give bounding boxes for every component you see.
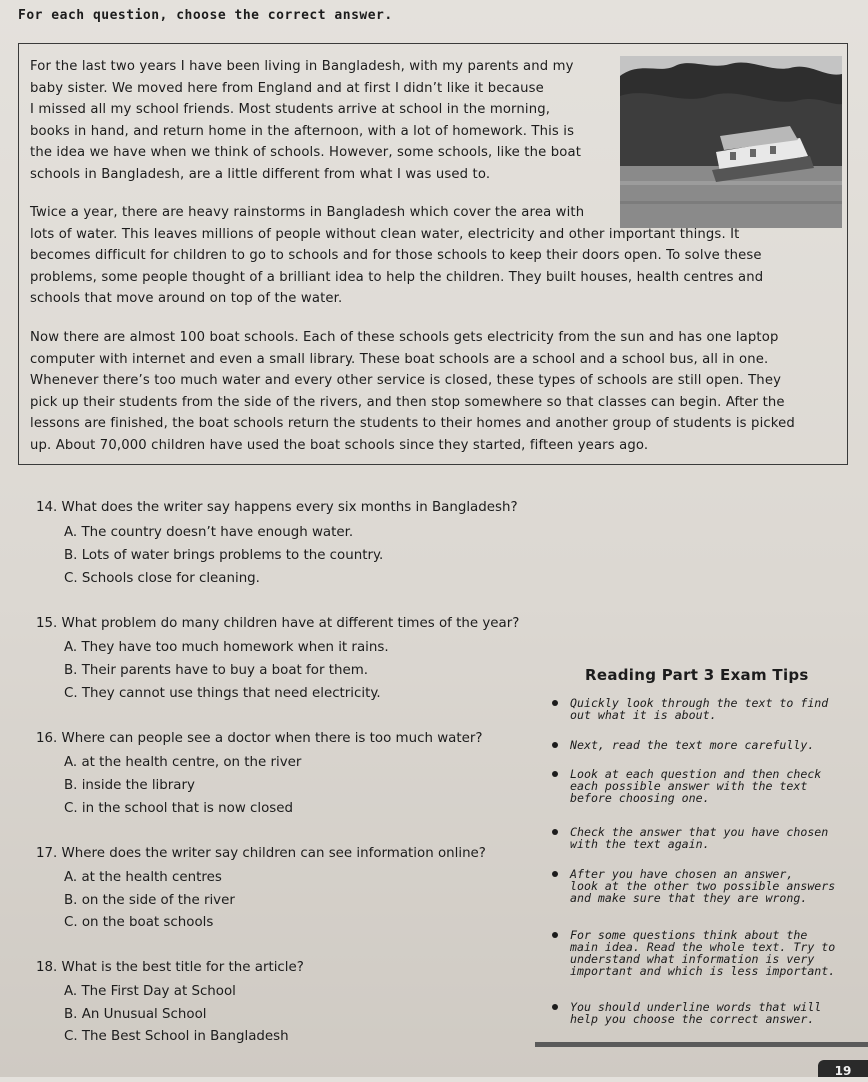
option-15b[interactable]: B. Their parents have to buy a boat for them. (64, 663, 369, 678)
option-18a[interactable]: A. The First Day at School (64, 984, 236, 999)
passage-line: lessons are finished, the boat schools return the students to their homes and another group of students is picked (30, 416, 795, 431)
tip-item: Look at each question and then check each possible answer with the text before choosing one. (552, 768, 852, 804)
tip-item: Next, read the text more carefully. (552, 739, 852, 751)
bullet-icon (552, 829, 558, 835)
option-17b[interactable]: B. on the side of the river (64, 893, 235, 908)
question-18: 18. What is the best title for the article? (36, 960, 304, 975)
bullet-icon (552, 932, 558, 938)
question-17: 17. Where does the writer say children can see information online? (36, 846, 486, 861)
passage-line: problems, some people thought of a brilliant idea to help the children. They built houses, health centres and (30, 269, 764, 285)
tip-item: Check the answer that you have chosen with the text again. (552, 826, 852, 850)
passage-line: lots of water. This leaves millions of people without clean water, electricity and other important things. It (30, 226, 740, 242)
option-16c[interactable]: C. in the school that is now closed (64, 801, 294, 816)
reading-passage (18, 43, 848, 465)
page-number: 19 (818, 1060, 868, 1077)
bullet-icon (552, 700, 558, 706)
option-18c[interactable]: C. The Best School in Bangladesh (64, 1029, 289, 1044)
option-14c[interactable]: C. Schools close for cleaning. (64, 571, 260, 586)
option-16b[interactable]: B. inside the library (64, 778, 195, 793)
passage-line: baby sister. We moved here from England and at first I didn’t like it because (30, 80, 544, 96)
option-15a[interactable]: A. They have too much homework when it rains. (64, 640, 389, 655)
bullet-icon (552, 871, 558, 877)
exam-tips-title: Reading Part 3 Exam Tips (585, 666, 809, 684)
tip-item: For some questions think about the main idea. Read the whole text. Try to understand what information is very important and which is less important. (552, 929, 852, 977)
bullet-icon (552, 771, 558, 777)
passage-line: books in hand, and return home in the afternoon, with a lot of homework. This is (30, 123, 575, 139)
instruction-text: For each question, choose the correct answer. (18, 8, 393, 23)
option-17c[interactable]: C. on the boat schools (64, 915, 214, 930)
passage-line: Twice a year, there are heavy rainstorms in Bangladesh which cover the area with (30, 205, 585, 220)
passage-line: computer with internet and even a small library. These boat schools are a school and a school bus, all in one. (30, 351, 769, 367)
option-16a[interactable]: A. at the health centre, on the river (64, 755, 302, 770)
passage-line: Now there are almost 100 boat schools. Each of these schools gets electricity from the sun and has one laptop (30, 330, 779, 345)
option-18b[interactable]: B. An Unusual School (64, 1007, 207, 1022)
option-14b[interactable]: B. Lots of water brings problems to the country. (64, 548, 384, 563)
passage-line: becomes difficult for children to go to schools and for those schools to keep their doors open. To solve these (30, 248, 762, 263)
page-footer-bar (535, 1042, 868, 1047)
passage-line: schools that move around on top of the water. (30, 291, 343, 306)
option-17a[interactable]: A. at the health centres (64, 870, 222, 885)
question-14: 14. What does the writer say happens every six months in Bangladesh? (36, 500, 518, 515)
option-14a[interactable]: A. The country doesn’t have enough water. (64, 525, 354, 540)
tip-item: After you have chosen an answer, look at the other two possible answers and make sure that they are wrong. (552, 868, 852, 904)
passage-line: I missed all my school friends. Most students arrive at school in the morning, (30, 102, 551, 117)
passage-line: the idea we have when we think of schools. However, some schools, like the boat (30, 145, 582, 160)
bullet-icon (552, 1004, 558, 1010)
passage-line: pick up their students from the side of the rivers, and then stop somewhere so that classes can begin. After the (30, 394, 785, 410)
passage-line: For the last two years I have been living in Bangladesh, with my parents and my (30, 59, 574, 74)
bullet-icon (552, 742, 558, 748)
option-15c[interactable]: C. They cannot use things that need electricity. (64, 686, 381, 701)
tip-item: You should underline words that will help you choose the correct answer. (552, 1001, 852, 1025)
passage-line: Whenever there’s too much water and every other service is closed, these types of schools are still open. They (30, 373, 782, 388)
tip-item: Quickly look through the text to find out what it is about. (552, 697, 852, 721)
question-16: 16. Where can people see a doctor when there is too much water? (36, 731, 483, 746)
passage-line: schools in Bangladesh, are a little different from what I was used to. (30, 166, 491, 182)
question-15: 15. What problem do many children have at different times of the year? (36, 616, 520, 631)
passage-line: up. About 70,000 children have used the boat schools since they started, fifteen years ago. (30, 437, 649, 453)
